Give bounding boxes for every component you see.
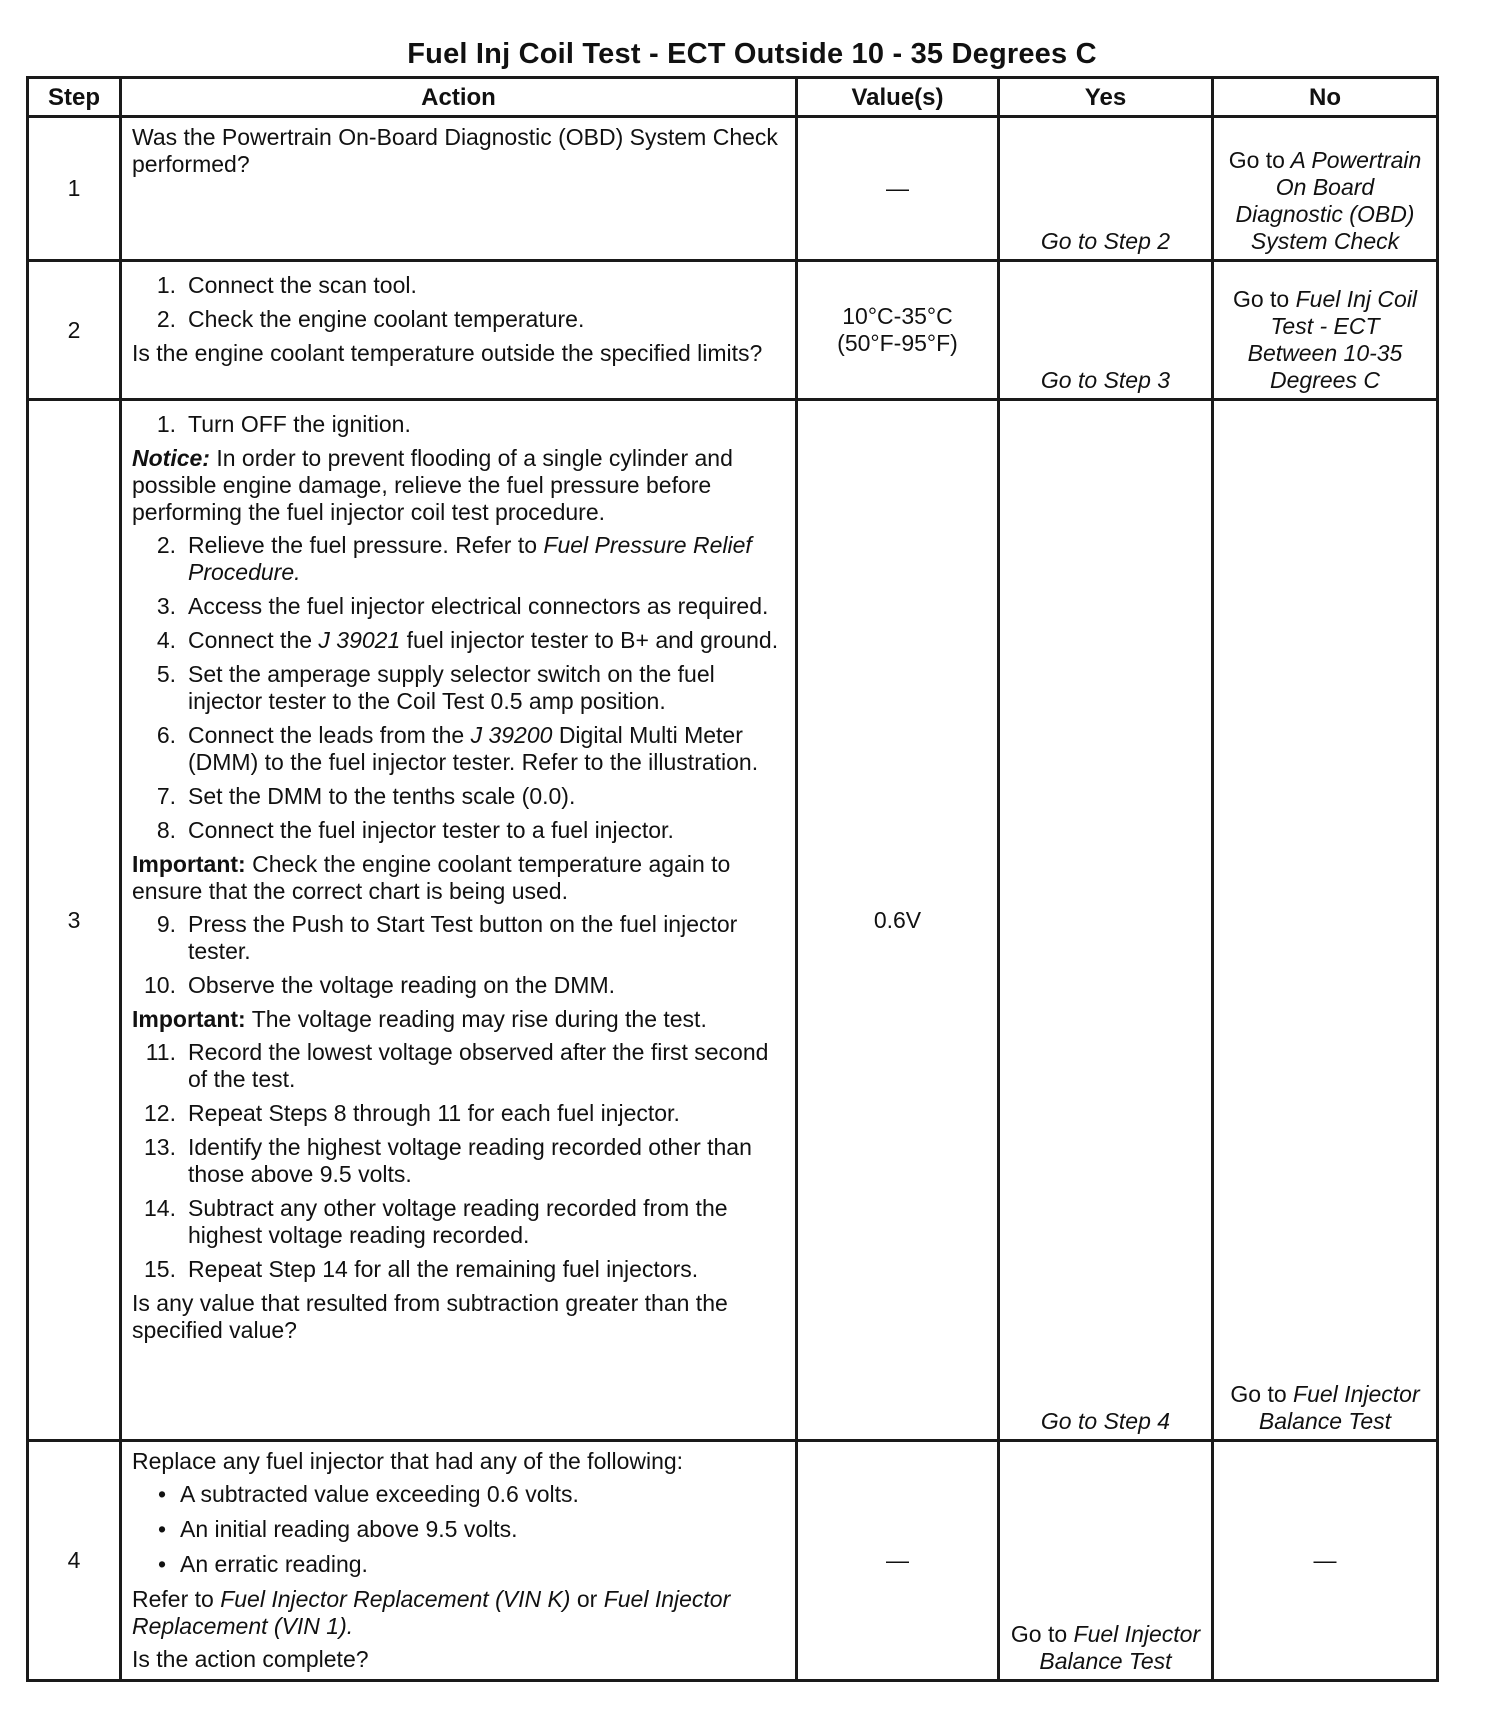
tool-number: J 39021: [318, 627, 401, 653]
table-row: [28, 400, 1438, 1441]
list-item: 2. Check the engine coolant temperature.: [156, 306, 585, 332]
table-row: [28, 117, 1438, 261]
yes-link[interactable]: Go to Step 4: [1040, 1408, 1171, 1434]
list-item: 10. Observe the voltage reading on the DMM.: [144, 972, 616, 998]
refer-text: Refer to Fuel Injector Replacement (VIN K) or Fuel Injector Replacement (VIN 1).: [132, 1586, 731, 1639]
no-link[interactable]: Fuel Inj Coil Test - ECT Between 10-35 Degrees C: [1247, 286, 1418, 393]
value-fahrenheit: (50°F-95°F): [837, 330, 958, 356]
step-number: 4: [28, 1441, 121, 1681]
no-link[interactable]: Fuel Injector Balance Test: [1258, 1381, 1420, 1434]
yes-link[interactable]: Go to Step 3: [1040, 367, 1171, 393]
replacement-link-vin-1[interactable]: Fuel Injector Replacement (VIN 1).: [132, 1586, 731, 1639]
question-text: Was the Powertrain On-Board Diagnostic (OBD) System Check performed?: [132, 124, 778, 177]
important-label: Important:: [132, 1006, 246, 1032]
no-prefix: Go to: [1228, 147, 1285, 173]
action-steps: [132, 1039, 785, 1283]
header-no: No: [1213, 78, 1438, 117]
yes-cell: [999, 261, 1213, 400]
list-item: 3. Access the fuel injector electrical connectors as required.: [156, 593, 769, 619]
header-action: Action: [121, 78, 797, 117]
list-item: 8. Connect the fuel injector tester to a fuel injector.: [156, 817, 674, 843]
value-cell: —: [797, 117, 999, 261]
value-cell: 0.6V: [797, 400, 999, 1441]
value-cell: —: [797, 1441, 999, 1681]
header-values: Value(s): [797, 78, 999, 117]
no-prefix: Go to: [1230, 1381, 1287, 1407]
list-item: • A subtracted value exceeding 0.6 volts.: [132, 1481, 785, 1508]
list-item: 7. Set the DMM to the tenths scale (0.0).: [156, 783, 576, 809]
notice-paragraph: Notice: In order to prevent flooding of a single cylinder and possible engine damage, relieve the fuel pressure before performing the fuel injector coil test procedure.: [132, 445, 733, 525]
list-item: 15. Repeat Step 14 for all the remaining fuel injectors.: [144, 1256, 699, 1282]
action-steps: [132, 532, 785, 844]
tool-number: J 39200: [470, 722, 553, 748]
list-item: 1. Turn OFF the ignition.: [156, 411, 411, 437]
intro-text: Replace any fuel injector that had any of the following:: [132, 1448, 684, 1474]
action-cell: [121, 400, 797, 1441]
procedure-link[interactable]: Fuel Pressure Relief Procedure.: [188, 532, 752, 585]
list-item: • An initial reading above 9.5 volts.: [132, 1516, 785, 1543]
yes-cell: [999, 1441, 1213, 1681]
step-number: 3: [28, 400, 121, 1441]
replacement-link-vin-k[interactable]: Fuel Injector Replacement (VIN K): [220, 1586, 571, 1612]
important-label: Important:: [132, 851, 246, 877]
important-paragraph: Important: The voltage reading may rise during the test.: [132, 1006, 707, 1032]
question-text: Is any value that resulted from subtraction greater than the specified value?: [132, 1290, 728, 1343]
diagnostic-table: [26, 76, 1439, 1682]
step-number: 2: [28, 261, 121, 400]
no-cell: [1213, 400, 1438, 1441]
value-celsius: 10°C-35°C: [842, 303, 953, 329]
table-row: [28, 261, 1438, 400]
action-cell: [121, 1441, 797, 1681]
yes-cell: [999, 117, 1213, 261]
list-item: 4. Connect the J 39021 fuel injector tester to B+ and ground.: [156, 627, 779, 653]
no-link[interactable]: A Powertrain On Board Diagnostic (OBD) System Check: [1235, 147, 1422, 254]
action-steps: [132, 272, 785, 333]
value-cell: [797, 261, 999, 400]
question-text: Is the engine coolant temperature outside the specified limits?: [132, 340, 763, 366]
bullet-list: [132, 1481, 785, 1578]
step-number: 1: [28, 117, 121, 261]
action-cell: [121, 261, 797, 400]
question-text: Is the action complete?: [132, 1646, 369, 1672]
action-cell: [121, 117, 797, 261]
no-cell: —: [1213, 1441, 1438, 1681]
important-paragraph: Important: Check the engine coolant temperature again to ensure that the correct chart is being used.: [132, 851, 731, 904]
list-item: 2. Relieve the fuel pressure. Refer to Fuel Pressure Relief Procedure.: [156, 532, 752, 585]
yes-prefix: Go to: [1010, 1621, 1068, 1647]
list-item: 13. Identify the highest voltage reading recorded other than those above 9.5 volts.: [144, 1134, 752, 1187]
list-item: 14. Subtract any other voltage reading recorded from the highest voltage reading recorded.: [144, 1195, 728, 1248]
action-steps: [132, 911, 785, 999]
header-step: Step: [28, 78, 121, 117]
list-item: 6. Connect the leads from the J 39200 Digital Multi Meter (DMM) to the fuel injector tester. Refer to the illustration.: [156, 722, 759, 775]
list-item: 9. Press the Push to Start Test button on the fuel injector tester.: [156, 911, 738, 964]
list-item: 1. Connect the scan tool.: [156, 272, 417, 298]
list-item: • An erratic reading.: [132, 1551, 785, 1578]
no-cell: [1213, 261, 1438, 400]
yes-cell: [999, 400, 1213, 1441]
action-steps: [132, 411, 785, 438]
page-title: Fuel Inj Coil Test - ECT Outside 10 - 35 Degrees C: [407, 38, 1097, 70]
header-yes: Yes: [999, 78, 1213, 117]
table-header-row: [28, 78, 1438, 117]
no-prefix: Go to: [1232, 286, 1290, 312]
table-row: [28, 1441, 1438, 1681]
list-item: 5. Set the amperage supply selector switch on the fuel injector tester to the Coil Test 0.5 amp position.: [156, 661, 715, 714]
list-item: 11. Record the lowest voltage observed after the first second of the test.: [145, 1039, 769, 1092]
yes-link[interactable]: Fuel Injector Balance Test: [1039, 1621, 1201, 1674]
notice-label: Notice:: [132, 445, 210, 471]
list-item: 12. Repeat Steps 8 through 11 for each fuel injector.: [144, 1100, 680, 1126]
no-cell: [1213, 117, 1438, 261]
yes-link[interactable]: Go to Step 2: [1040, 228, 1171, 254]
